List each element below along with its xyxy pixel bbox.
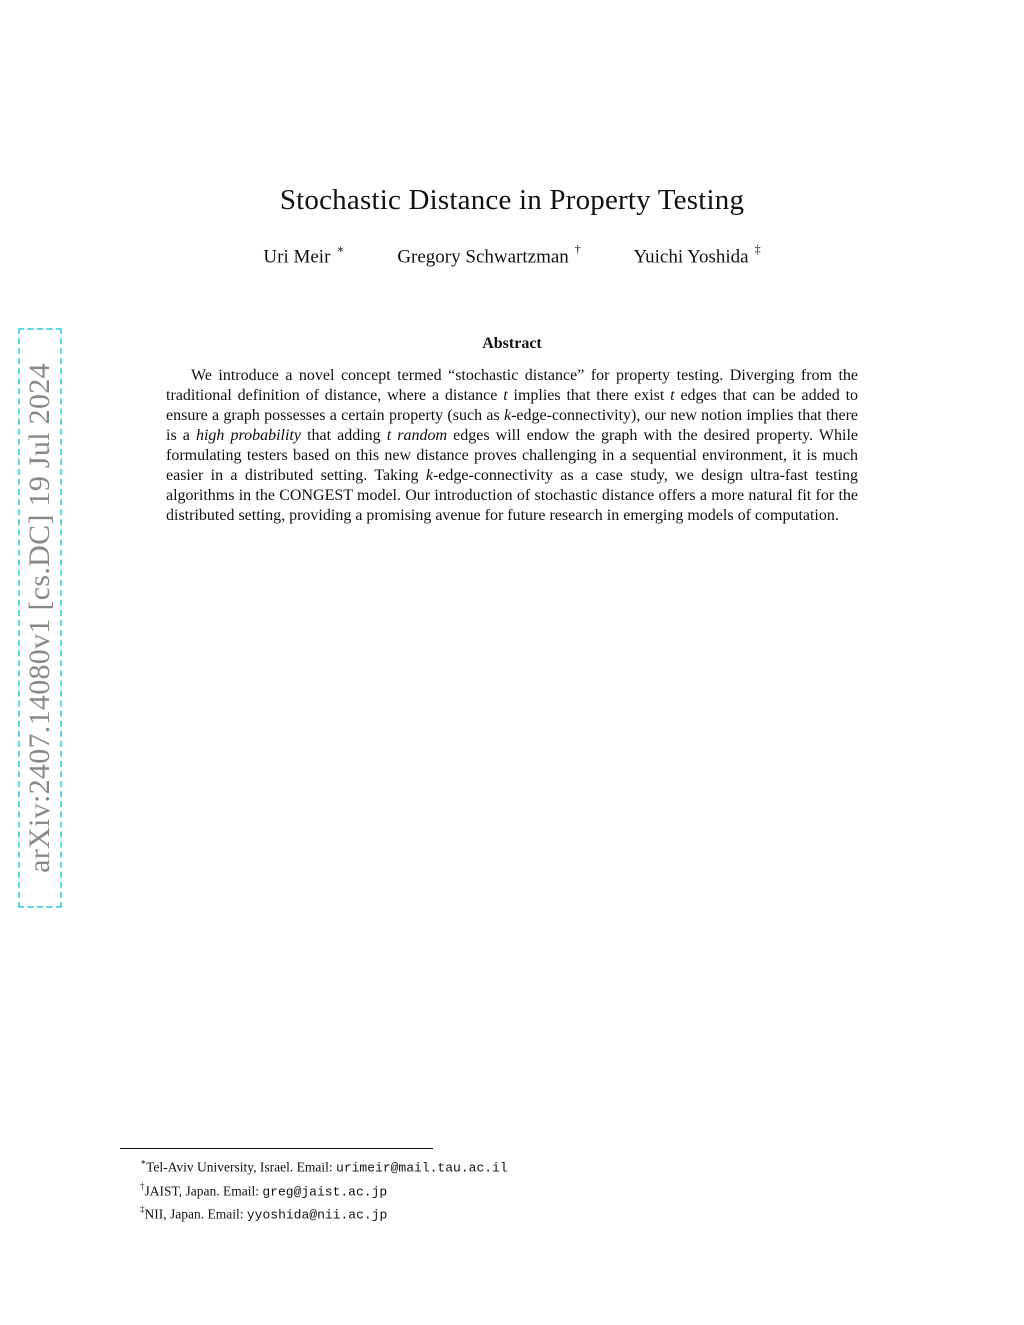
author: [397, 244, 580, 268]
footnote-text: JAIST, Japan. Email:: [144, 1183, 263, 1198]
math-var: k: [503, 407, 512, 424]
author-mark: ∗: [336, 242, 345, 256]
footnote-mark: ‡: [140, 1204, 145, 1214]
footnotes: [140, 1154, 508, 1225]
author-list: [0, 244, 1024, 268]
footnote-mark: ∗: [140, 1157, 147, 1167]
arxiv-identifier: arXiv:2407.14080v1 [cs.DC] 19 Jul 2024: [23, 363, 56, 873]
paper-title: Stochastic Distance in Property Testing: [279, 184, 745, 216]
author-name: Yuichi Yoshida: [633, 246, 749, 268]
abstract-text: -edge-connectivity), our new notion implies that there is a: [166, 407, 858, 444]
abstract-text: implies that there exist: [507, 387, 671, 404]
author: [634, 244, 761, 268]
author-mark: ‡: [754, 242, 761, 256]
abstract-body: [166, 366, 858, 526]
footnote: [140, 1154, 508, 1178]
author-name: Uri Meir: [263, 246, 331, 268]
emphasis: t random: [386, 427, 448, 444]
author: [263, 244, 344, 268]
math-var: t: [670, 387, 675, 404]
footnote-rule: [120, 1148, 433, 1149]
emphasis: high probability: [195, 427, 301, 444]
abstract-heading: Abstract: [482, 335, 542, 352]
abstract-text: that adding: [300, 427, 387, 444]
email-address: yyoshida@nii.ac.jp: [246, 1207, 388, 1223]
footnote-text: NII, Japan. Email:: [144, 1206, 247, 1222]
abstract-text: edges that can be added to ensure a graph possesses a certain property (such as: [166, 387, 859, 424]
math-var: k: [425, 467, 433, 484]
abstract-text: -edge-connectivity as a case study, we design ultra-fast testing algorithms in the CONGEST model. Our introduction of stochastic distance offers a more natural fit for the distributed setting, providing a promising avenue for future research in emerging models of computation.: [166, 467, 858, 524]
abstract-text: edges will endow the graph with the desired property. While formulating testers based on this new distance proves challenging in a sequential environment, it is much easier in a distributed setting. Taking: [166, 427, 858, 484]
author-name: Gregory Schwartzman: [397, 246, 569, 268]
author-mark: †: [574, 242, 581, 256]
footnote-text: Tel-Aviv University, Israel. Email:: [146, 1159, 337, 1175]
arxiv-stamp: [18, 328, 62, 908]
math-var: t: [503, 387, 508, 404]
abstract-text: We introduce a novel concept termed “stochastic distance” for property testing. Diverging from the traditional definition of distance, where a distance: [166, 367, 858, 404]
footnote: [140, 1178, 508, 1202]
footnote-mark: †: [140, 1180, 145, 1191]
email-address: greg@jaist.ac.jp: [262, 1184, 388, 1199]
email-address: urimeir@mail.tau.ac.il: [336, 1160, 508, 1176]
footnote: [140, 1201, 508, 1225]
